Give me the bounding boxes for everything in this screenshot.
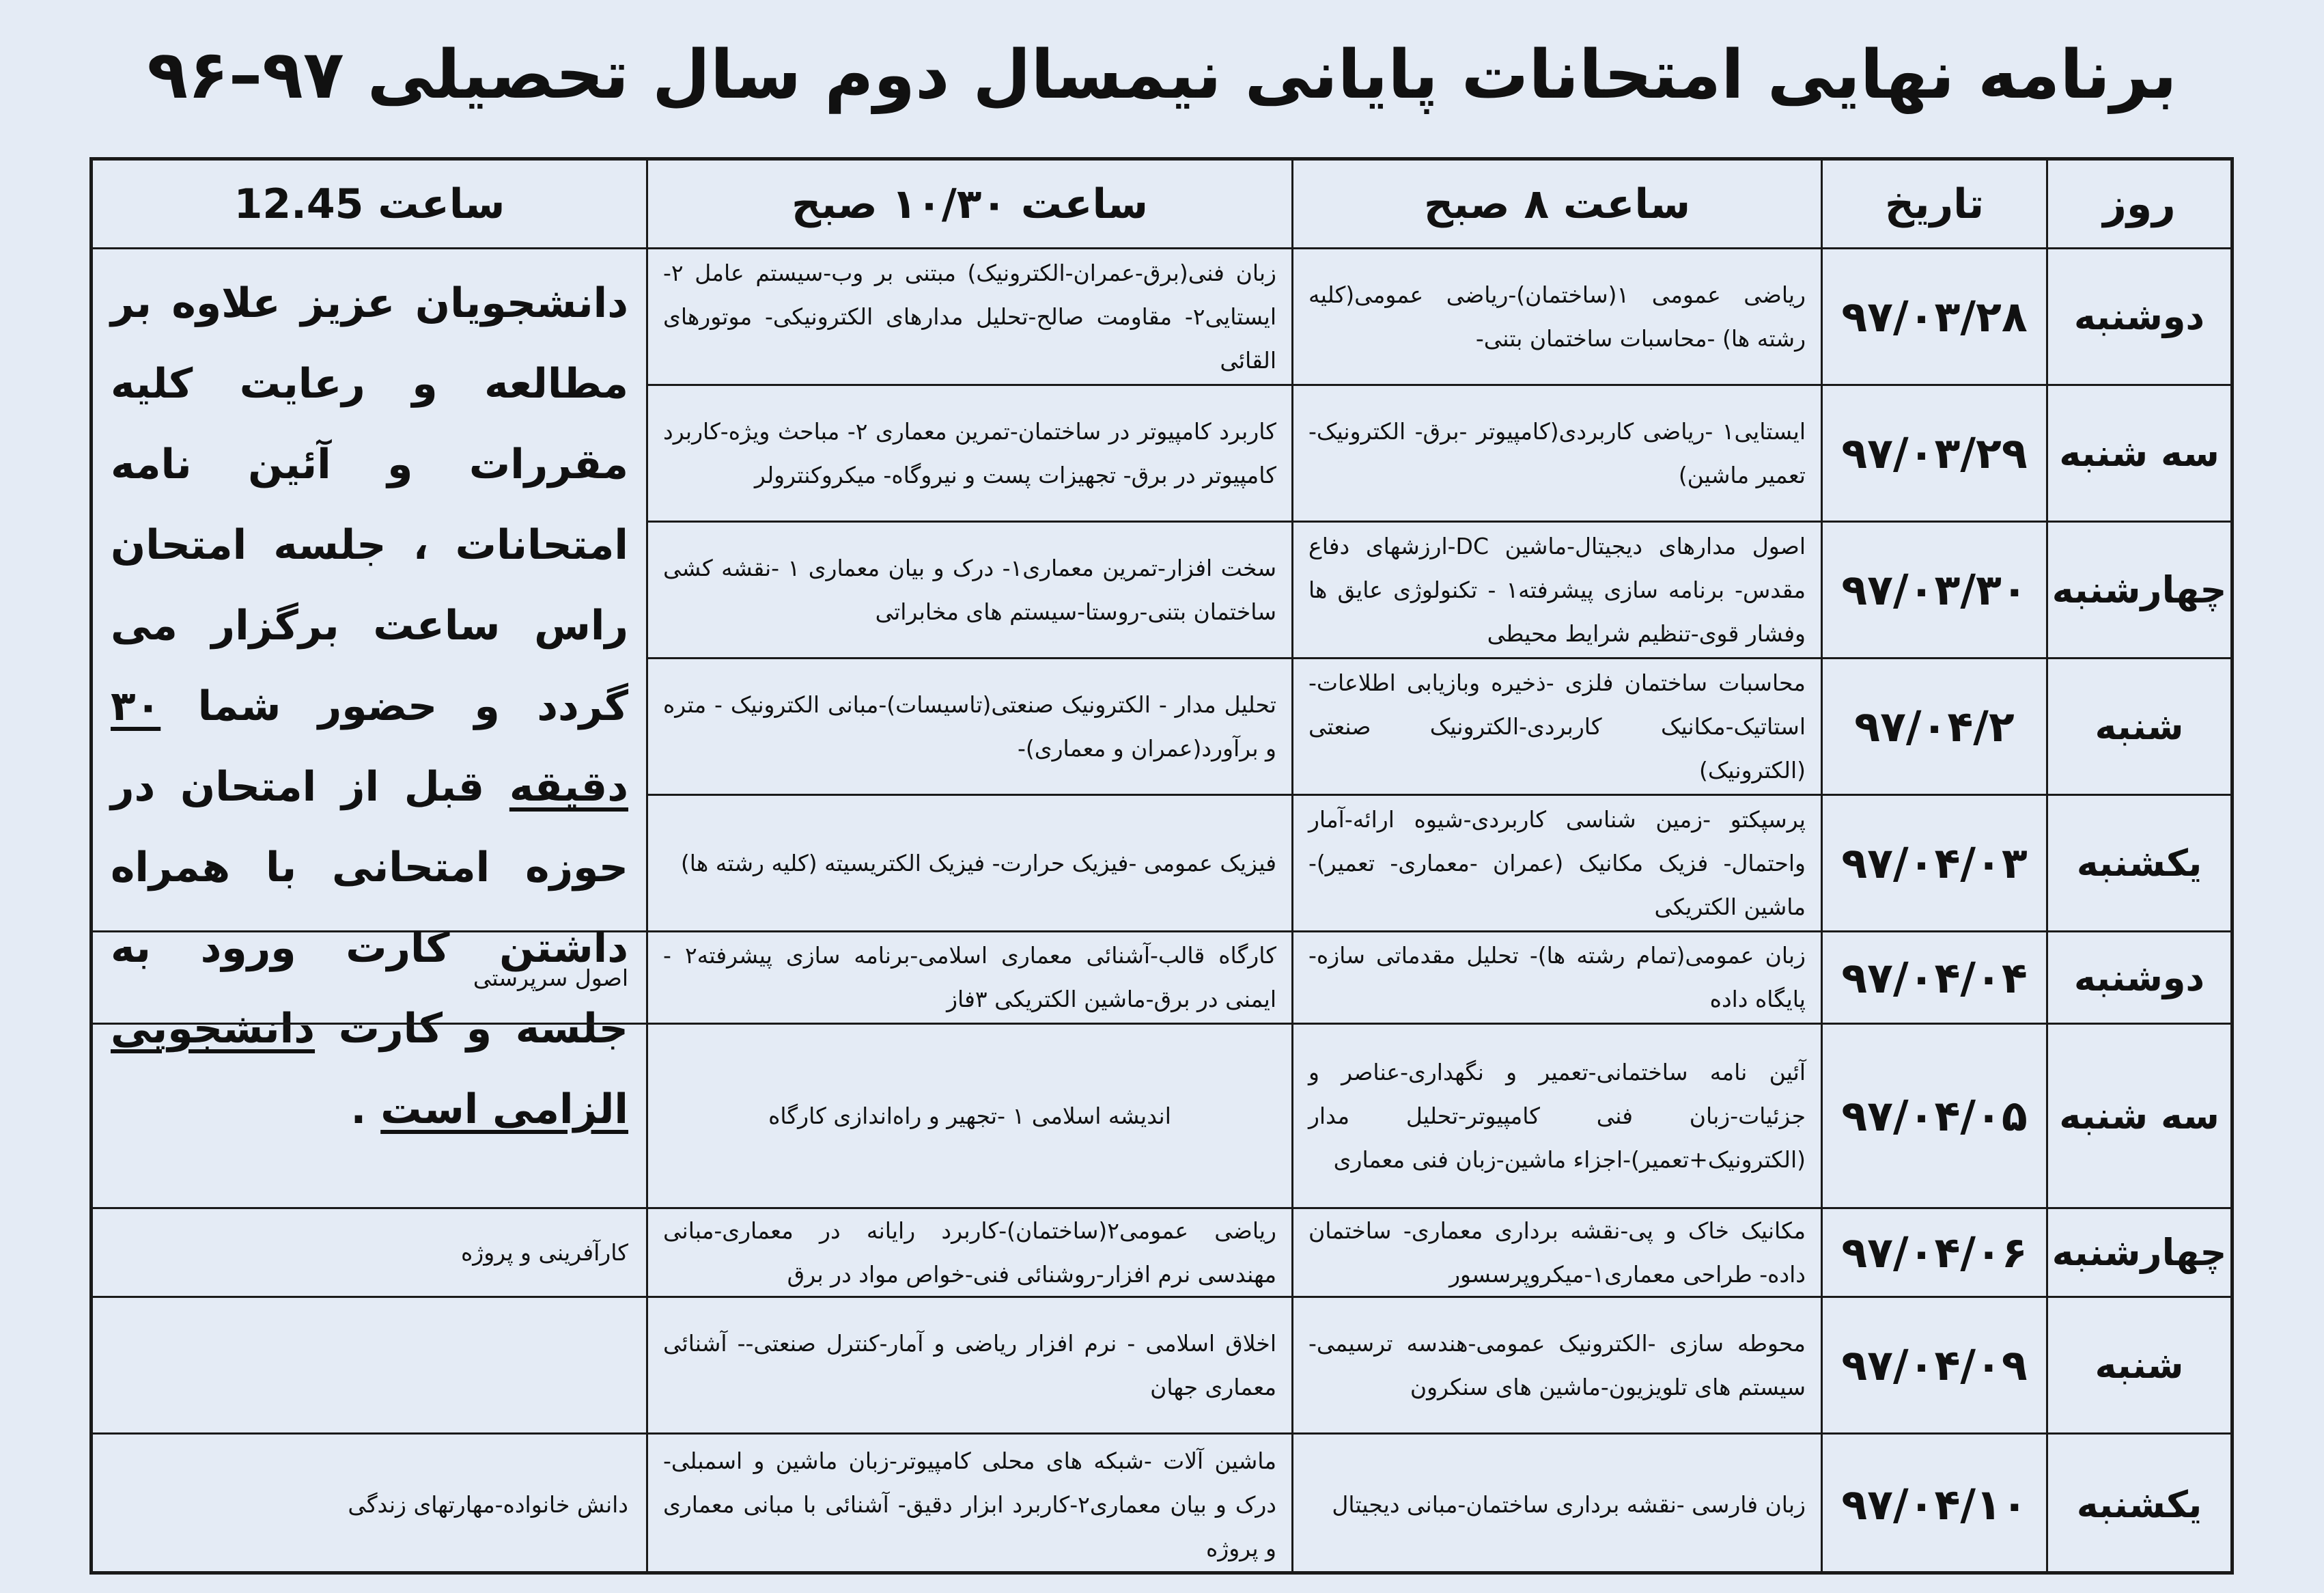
row-slot-8am: ایستایی۱ -ریاضی کاربردی(کامپیوتر -برق- الکترونیک- تعمیر ماشین) xyxy=(1291,386,1821,523)
row-slot-8am: اصول مدارهای دیجیتال-ماشین DC-ارزشهای دفاع مقدس- برنامه سازی پیشرفته۱ - تکنولوژی عایق ها وفشار قوی-تنظیم شرایط محیطی xyxy=(1291,523,1821,659)
row-date: ۹۷/۰۳/۲۹ xyxy=(1821,386,2046,523)
row-slot-8am: آئین نامه ساختمانی-تعمیر و نگهداری-عناصر و جزئیات-زبان فنی کامپیوتر-تحلیل مدار (الکترونیک+تعمیر)-اجزاء ماشین-زبان فنی معماری xyxy=(1291,1025,1821,1209)
row-slot-1245: کارآفرینی و پروژه xyxy=(93,1209,646,1298)
row-date: ۹۷/۰۳/۳۰ xyxy=(1821,523,2046,659)
row-date: ۹۷/۰۴/۰۳ xyxy=(1821,796,2046,932)
row-date: ۹۷/۰۴/۰۹ xyxy=(1821,1298,2046,1435)
row-day: سه شنبه xyxy=(2046,386,2230,523)
row-day: دوشنبه xyxy=(2046,932,2230,1025)
row-slot-1030am: ریاضی عمومی۲(ساختمان)-کاربرد رایانه در معماری-مبانی مهندسی نرم افزار-روشنائی فنی-خواص مواد در برق xyxy=(646,1209,1291,1298)
header-day: روز xyxy=(2046,161,2230,249)
row-day: چهارشنبه xyxy=(2046,523,2230,659)
row-day: چهارشنبه xyxy=(2046,1209,2230,1298)
row-slot-1030am: سخت افزار-تمرین معماری۱- درک و بیان معماری ۱ -نقشه کشی ساختمان بتنی-روستا-سیستم های مخابراتی xyxy=(646,523,1291,659)
row-slot-8am: محوطه سازی -الکترونیک عمومی-هندسه ترسیمی-سیستم های تلویزیون-ماشین های سنکرون xyxy=(1291,1298,1821,1435)
row-day: یکشنبه xyxy=(2046,796,2230,932)
row-slot-1030am: فیزیک عمومی -فیزیک حرارت- فیزیک الکتریسیته (کلیه رشته ها) xyxy=(646,796,1291,932)
notice-underline-minutes: ۳۰ دقیقه xyxy=(111,682,628,811)
row-slot-8am: زبان فارسی -نقشه برداری ساختمان-مبانی دیجیتال xyxy=(1291,1435,1821,1575)
row-date: ۹۷/۰۴/۰۶ xyxy=(1821,1209,2046,1298)
row-slot-8am: زبان عمومی(تمام رشته ها)- تحلیل مقدماتی سازه-پایگاه داده xyxy=(1291,932,1821,1025)
row-day: سه شنبه xyxy=(2046,1025,2230,1209)
row-slot-1030am: زبان فنی(برق-عمران-الکترونیک) مبتنی بر وب-سیستم عامل ۲- ایستایی۲- مقاومت صالح-تحلیل مدارهای الکترونیکی- موتورهای القائی xyxy=(646,249,1291,386)
row-day: یکشنبه xyxy=(2046,1435,2230,1575)
row-day: شنبه xyxy=(2046,1298,2230,1435)
row-slot-1245 xyxy=(93,1025,646,1209)
page-title: برنامه نهایی امتحانات پایانی نیمسال دوم سال تحصیلی ۹۷–۹۶ xyxy=(147,36,2177,114)
notice-end: . xyxy=(350,1085,381,1133)
header-slot-8am: ساعت ۸ صبح xyxy=(1291,161,1821,249)
header-date: تاریخ xyxy=(1821,161,2046,249)
header-slot-1245: ساعت 12.45 xyxy=(93,161,646,249)
row-day: دوشنبه xyxy=(2046,249,2230,386)
row-slot-1030am: اخلاق اسلامی - نرم افزار ریاضی و آمار-کنترل صنعتی-- آشنائی معماری جهان xyxy=(646,1298,1291,1435)
row-slot-8am: ریاضی عمومی ۱(ساختمان)-ریاضی عمومی(کلیه رشته ها) -محاسبات ساختمان بتنی- xyxy=(1291,249,1821,386)
row-slot-1030am: کارگاه قالب-آشنائی معماری اسلامی-برنامه سازی پیشرفته۲ - ایمنی در برق-ماشین الکتریکی ۳فاز xyxy=(646,932,1291,1025)
notice-underline-required: دانشجویی الزامی است xyxy=(111,1005,628,1133)
row-slot-1030am: تحلیل مدار - الکترونیک صنعتی(تاسیسات)-مبانی الکترونیک - متره و برآورد(عمران و معماری)- xyxy=(646,659,1291,796)
row-date: ۹۷/۰۴/۲ xyxy=(1821,659,2046,796)
notice-text-2: قبل از امتحان در حوزه امتحانی با همراه داشتن کارت ورود به جلسه و کارت xyxy=(111,763,628,1053)
row-day: شنبه xyxy=(2046,659,2230,796)
row-slot-8am: پرسپکتو -زمین شناسی کاربردی-شیوه ارائه-آمار واحتمال- فزیک مکانیک (عمران -معماری- تعمیر)-ماشین الکتریکی xyxy=(1291,796,1821,932)
row-slot-1245 xyxy=(93,1298,646,1435)
row-slot-8am: مکانیک خاک و پی-نقشه برداری معماری- ساختمان داده- طراحی معماری۱-میکروپرسسور xyxy=(1291,1209,1821,1298)
row-slot-1030am: ماشین آلات -شبکه های محلی کامپیوتر-زبان ماشین و اسمبلی-درک و بیان معماری۲-کاربرد ابزار دقیق- آشنائی با مبانی معماری و پروژه xyxy=(646,1435,1291,1575)
header-slot-1030am: ساعت ۱۰/۳۰ صبح xyxy=(646,161,1291,249)
row-date: ۹۷/۰۴/۰۴ xyxy=(1821,932,2046,1025)
row-date: ۹۷/۰۴/۰۵ xyxy=(1821,1025,2046,1209)
row-slot-1030am: اندیشه اسلامی ۱ -تجهیر و راه‌اندازی کارگاه xyxy=(646,1025,1291,1209)
row-slot-1245: اصول سرپرستی xyxy=(93,932,646,1025)
row-slot-1030am: کاربرد کامپیوتر در ساختمان-تمرین معماری ۲- مباحث ویژه-کاربرد کامپیوتر در برق- تجهیزات پست و نیروگاه- میکروکنترولر xyxy=(646,386,1291,523)
row-date: ۹۷/۰۴/۱۰ xyxy=(1821,1435,2046,1575)
exam-schedule-table xyxy=(89,157,2234,1575)
notice-text-1: دانشجویان عزیز علاوه بر مطالعه و رعایت کلیه مقررات و آئین نامه امتحانات ، جلسه امتحان راس ساعت برگزار می گردد و حضور شما xyxy=(111,279,628,730)
row-date: ۹۷/۰۳/۲۸ xyxy=(1821,249,2046,386)
row-slot-8am: محاسبات ساختمان فلزی -ذخیره وبازیابی اطلاعات-استاتیک-مکانیک کاربردی-الکترونیک صنعتی (الکترونیک) xyxy=(1291,659,1821,796)
row-slot-1245: دانش خانواده-مهارتهای زندگی xyxy=(348,1491,628,1518)
